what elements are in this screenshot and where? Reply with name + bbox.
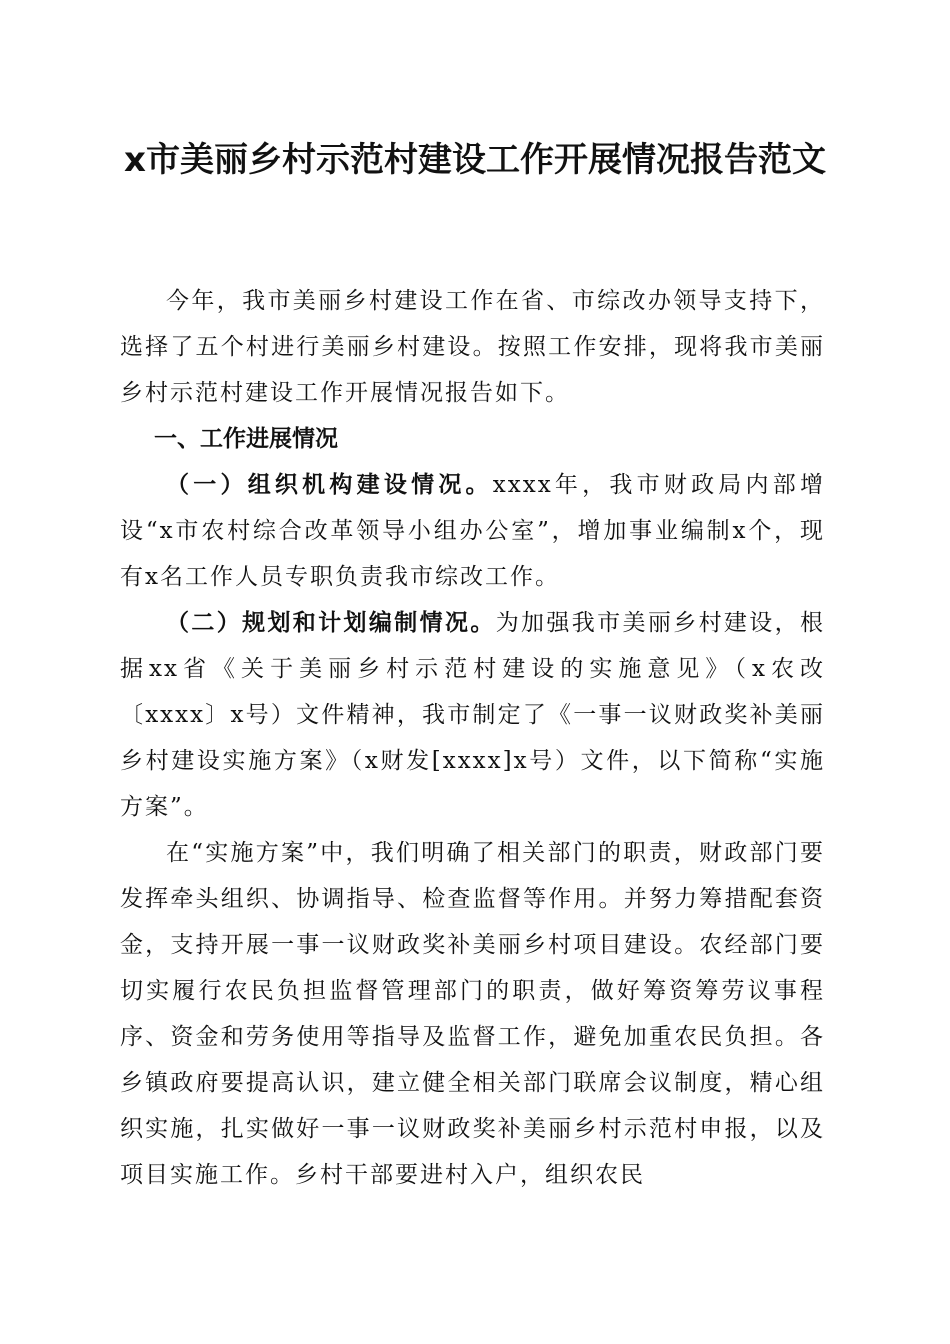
responsibilities-paragraph: 在“实施方案”中，我们明确了相关部门的职责，财政部门要发挥牵头组织、协调指导、检查监督等作用。并努力筹措配套资金，支持开展一事一议财政奖补美丽乡村项目建设。农经部门要切实履行农民负担监督管理部门的职责，做好筹资筹劳议事程序、资金和劳务使用等指导及监督工作，避免加重农民负担。各乡镇政府要提高认识，建立健全相关部门联席会议制度，精心组织实施，扎实做好一事一议财政奖补美丽乡村示范村申报，以及项目实施工作。乡村干部要进村入户，组织农民 bbox=[120, 840, 825, 1188]
organization-paragraph bbox=[120, 462, 825, 600]
planning-text: 为加强我市美丽乡村建设，根据xx省《关于美丽乡村示范村建设的实施意见》（x农改〔xxxx〕x号）文件精神，我市制定了《一事一议财政奖补美丽乡村建设实施方案》（x财发[xxxx]x号）文件，以下简称“实施方案”。 bbox=[120, 610, 826, 820]
section-heading-work-progress: 一、工作进展情况 bbox=[154, 426, 338, 452]
document-title: x市美丽乡村示范村建设工作开展情况报告范文 bbox=[124, 140, 826, 180]
planning-paragraph bbox=[120, 600, 825, 830]
organization-text: xxxx年，我市财政局内部增设“x市农村综合改革领导小组办公室”，增加事业编制x个，现有x名工作人员专职负责我市综改工作。 bbox=[120, 472, 826, 590]
organization-lead: （一）组织机构建设情况。 bbox=[166, 471, 493, 498]
intro-paragraph: 今年，我市美丽乡村建设工作在省、市综改办领导支持下，选择了五个村进行美丽乡村建设。按照工作安排，现将我市美丽乡村示范村建设工作开展情况报告如下。 bbox=[120, 288, 825, 406]
planning-lead: （二）规划和计划编制情况。 bbox=[166, 609, 496, 636]
document-body bbox=[120, 278, 825, 1198]
